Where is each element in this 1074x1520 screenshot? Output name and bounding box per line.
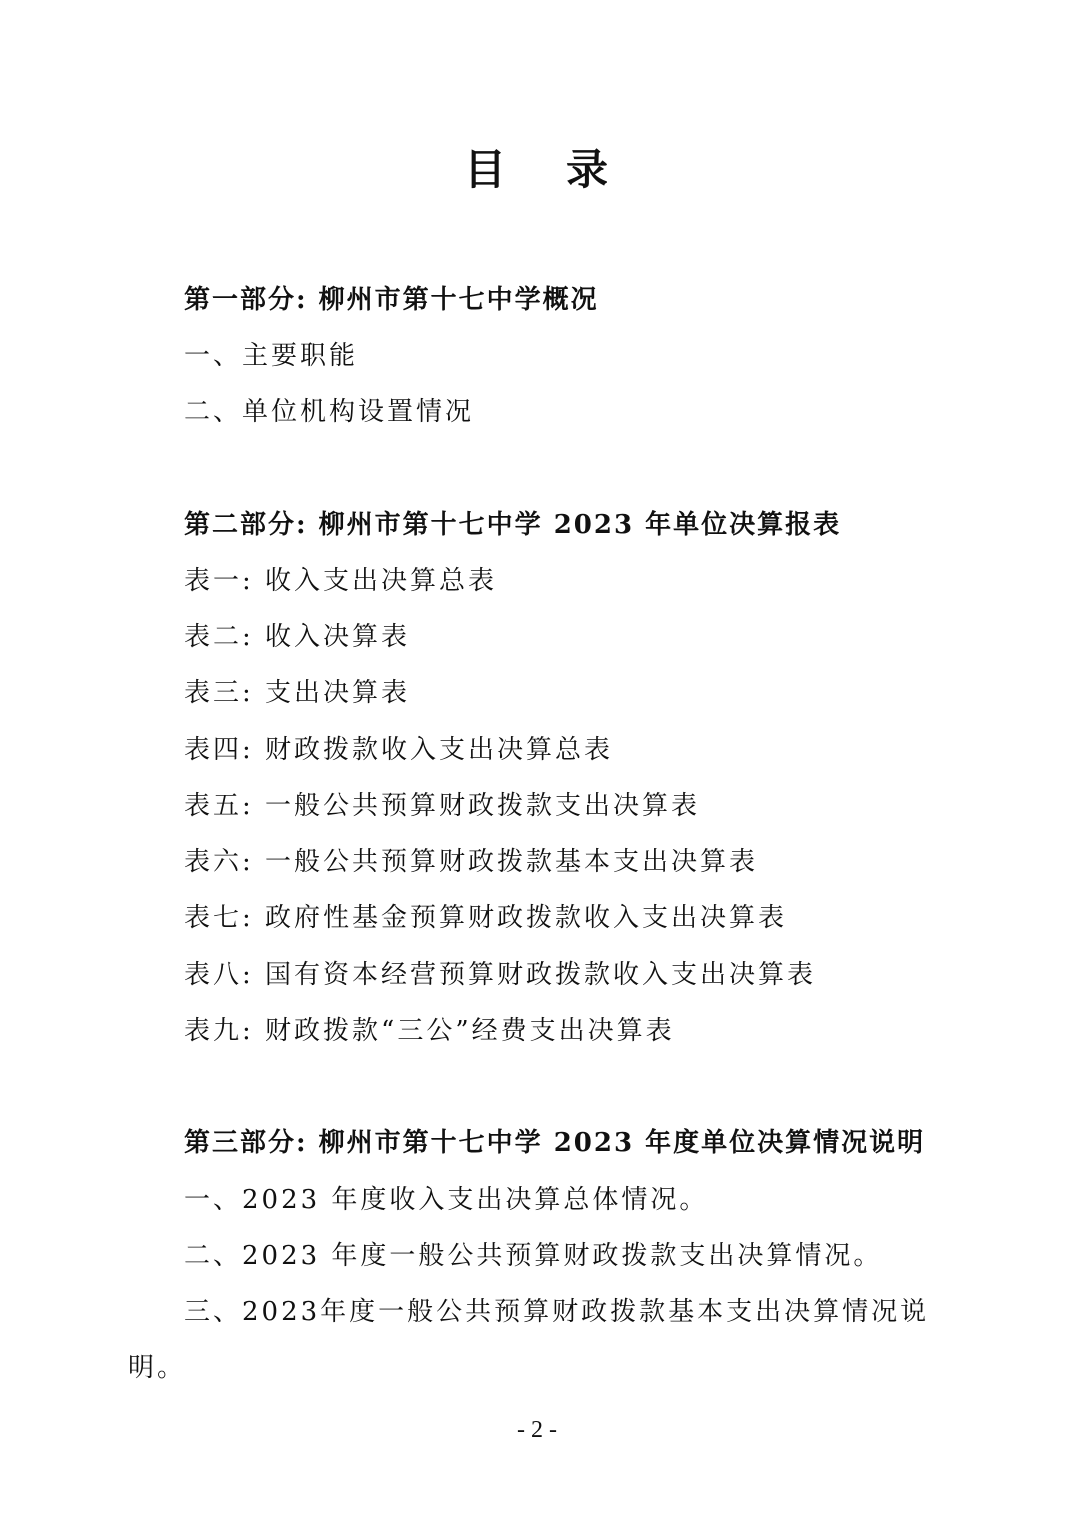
- part2-item-9: 表九: 财政拨款“三公”经费支出决算表: [184, 1016, 675, 1046]
- part1-heading: 第一部分: 柳州市第十七中学概况: [184, 285, 599, 315]
- part3-item-3: 三、2023年度一般公共预算财政拨款基本支出决算情况说: [184, 1297, 930, 1327]
- part1-item-1: 一、主要职能: [184, 341, 359, 371]
- title-char-2: 录: [566, 145, 611, 194]
- page-number: - 2 -: [517, 1417, 557, 1443]
- part3-item-3-continuation: 明。: [128, 1353, 187, 1383]
- part2-item-7: 表七: 政府性基金预算财政拨款收入支出决算表: [184, 903, 788, 933]
- page-title: [0, 138, 1074, 202]
- title-char-1: 目: [463, 145, 508, 194]
- part2-item-4: 表四: 财政拨款收入支出决算总表: [184, 735, 614, 765]
- part2-item-5: 表五: 一般公共预算财政拨款支出决算表: [184, 791, 701, 821]
- part3-item-2: 二、2023 年度一般公共预算财政拨款支出决算情况。: [184, 1241, 883, 1271]
- part2-item-1: 表一: 收入支出决算总表: [184, 566, 498, 596]
- part2-item-3: 表三: 支出决算表: [184, 678, 411, 708]
- part2-heading: 第二部分: 柳州市第十七中学 2023 年单位决算报表: [184, 510, 842, 540]
- part3-heading: 第三部分: 柳州市第十七中学 2023 年度单位决算情况说明: [184, 1128, 926, 1158]
- part2-item-2: 表二: 收入决算表: [184, 622, 411, 652]
- part2-item-6: 表六: 一般公共预算财政拨款基本支出决算表: [184, 847, 759, 877]
- part3-item-1: 一、2023 年度收入支出决算总体情况。: [184, 1185, 709, 1215]
- part2-item-8: 表八: 国有资本经营预算财政拨款收入支出决算表: [184, 960, 817, 990]
- part1-item-2: 二、单位机构设置情况: [184, 397, 475, 427]
